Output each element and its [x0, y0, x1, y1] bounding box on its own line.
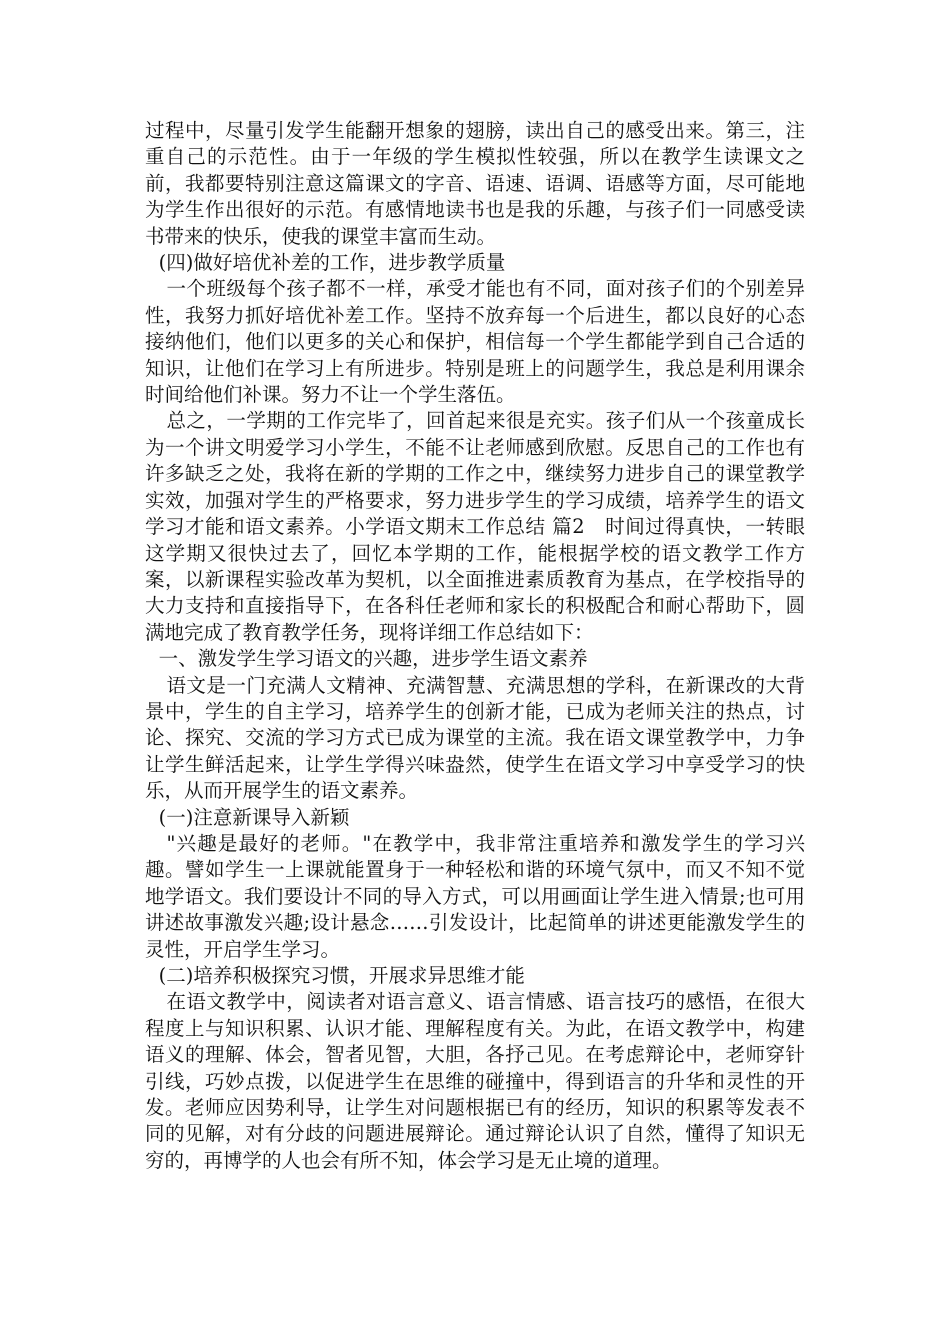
paragraph-individual-differences: 一个班级每个孩子都不一样，承受才能也有不同，面对孩子们的个别差异性，我努力抓好培优补差工作。坚持不放弃每一个后进生，都以良好的心态接纳他们，他们以更多的关心和保护，相信每一个学生都能学到自己合适的知识，让他们在学习上有所进步。特别是班上的问题学生，我总是利用课余时间给他们补课。努力不让一个学生落伍。 — [145, 277, 805, 407]
heading-subsection-1: (一)注意新课导入新颖 — [158, 805, 350, 829]
document-page — [145, 118, 805, 1174]
paragraph-chinese-subject: 语文是一门充满人文精神、充满智慧、充满思想的学科，在新课改的大背景中，学生的自主学习，培养学生的创新才能，已成为老师关注的热点，讨论、探究、交流的学习方式已成为课堂的主流。我在语文课堂教学中，力争让学生鲜活起来，让学生学得兴味盎然，使学生在语文学习中享受学习的快乐，从而开展学生的语文素养。 — [145, 673, 805, 803]
heading-part-1: 一、激发学生学习语文的兴趣，进步学生语文素养 — [158, 647, 588, 671]
heading-subsection-2: (二)培养积极探究习惯，开展求异思维才能 — [158, 964, 525, 987]
paragraph-summary-and-piece-2: 总之，一学期的工作完毕了，回首起来很是充实。孩子们从一个孩童成长为一个讲文明爱学习小学生，不能不让老师感到欣慰。反思自己的工作也有许多缺乏之处，我将在新的学期的工作之中，继续努力进步自己的课堂教学实效，加强对学生的严格要求，努力进步学生的学习成绩，培养学生的语文学习才能和语文素养。小学语文期末工作总结 篇2 时间过得真快，一转眼这学期又很快过去了，回忆本学期的工作，能根据学校的语文教学工作方案，以新课程实验改革为契机，以全面推进素质教育为基点，在学校指导的大力支持和直接指导下，在各科任老师和家长的积极配合和耐心帮助下，圆满地完成了教育教学任务，现将详细工作总结如下： — [145, 409, 805, 644]
paragraph-reading-perception: 在语文教学中，阅读者对语言意义、语言情感、语言技巧的感悟，在很大程度上与知识积累、认识才能、理解程度有关。为此，在语文教学中，构建语义的理解、体会，智者见智，大胆，各抒己见。在考虑辩论中，老师穿针引线，巧妙点拨，以促进学生在思维的碰撞中，得到语言的升华和灵性的开发。老师应因势利导，让学生对问题根据已有的经历，知识的积累等发表不同的见解，对有分歧的问题进展辩论。通过辩论认识了自然，懂得了知识无穷的，再博学的人也会有所不知，体会学习是无止境的道理。 — [145, 990, 805, 1172]
heading-section-4: (四)做好培优补差的工作，进步教学质量 — [158, 251, 506, 275]
paragraph-reading-demo: 过程中，尽量引发学生能翻开想象的翅膀，读出自己的感受出来。第三，注重自己的示范性。由于一年级的学生模拟性较强，所以在教学生读课文之前，我都要特别注意这篇课文的字音、语速、语调、语感等方面，尽可能地为学生作出很好的示范。有感情地读书也是我的乐趣，与孩子们一同感受读书带来的快乐，使我的课堂丰富而生动。 — [145, 119, 805, 248]
paragraph-interest-teacher: "兴趣是最好的老师。"在教学中，我非常注重培养和激发学生的学习兴趣。譬如学生一上课就能置身于一种轻松和谐的环境气氛中，而又不知不觉地学语文。我们要设计不同的导入方式，可以用画面让学生进入情景;也可用讲述故事激发兴趣;设计悬念……引发设计，比起简单的讲述更能激发学生的灵性，开启学生学习。 — [145, 831, 805, 961]
